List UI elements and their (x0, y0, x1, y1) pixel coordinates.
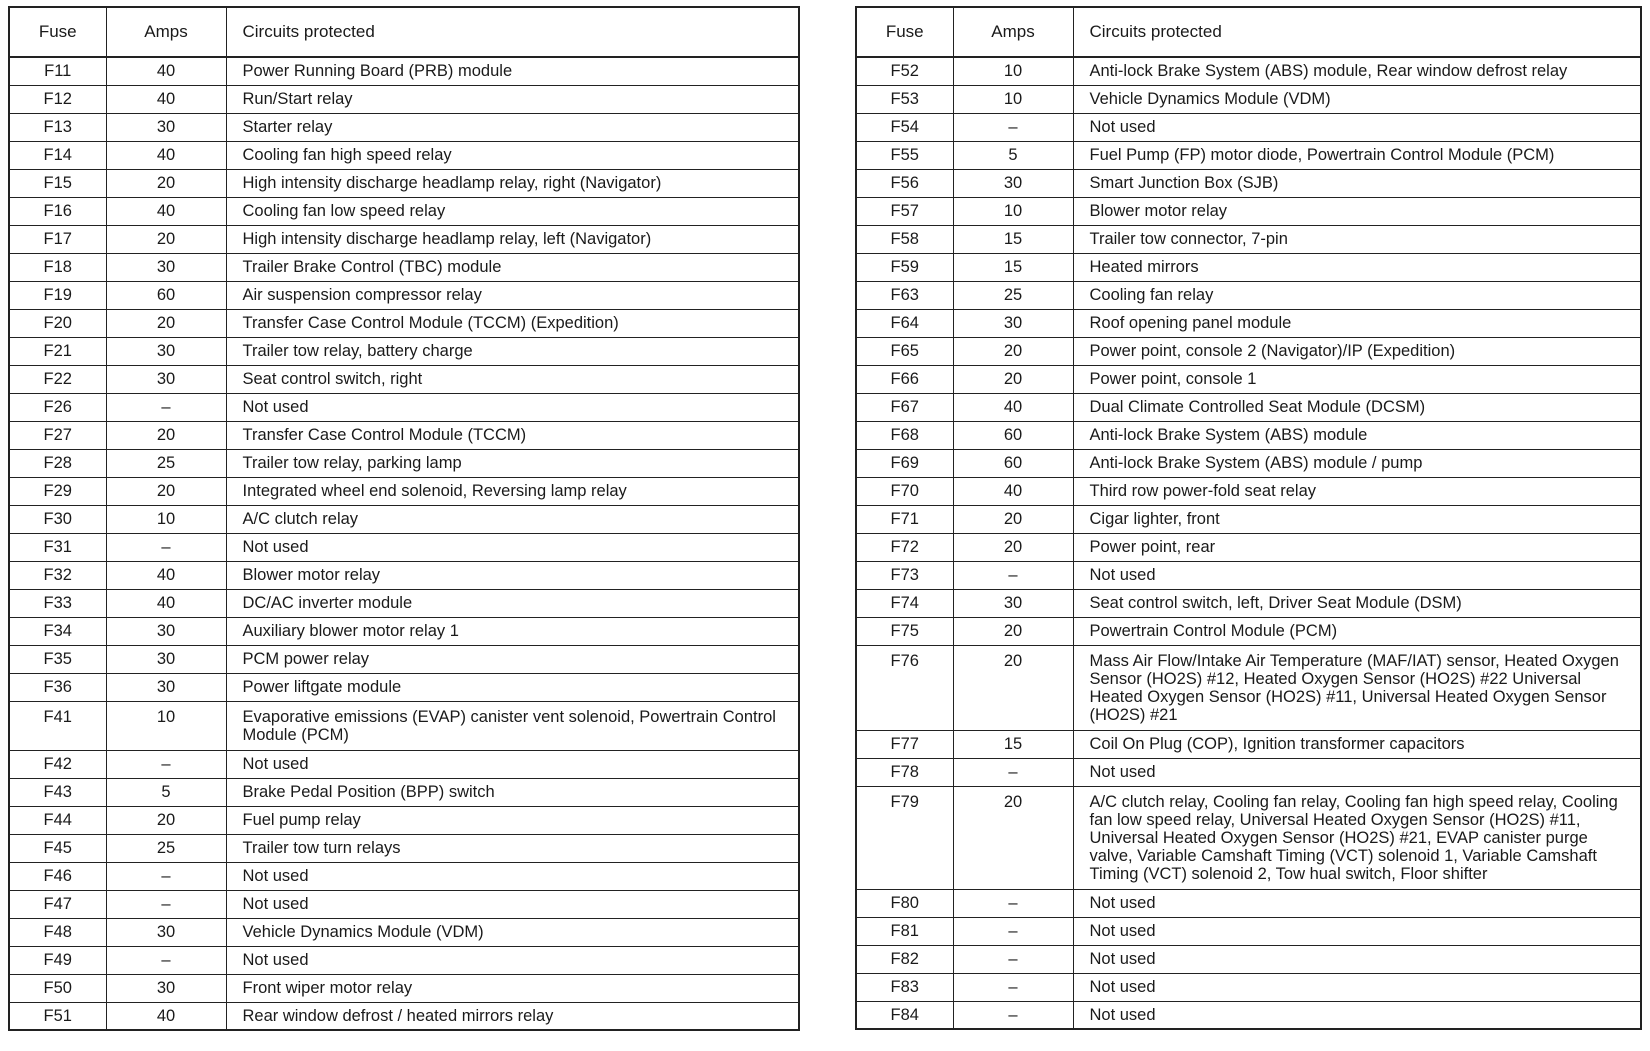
circuits-cell: Vehicle Dynamics Module (VDM) (226, 918, 799, 946)
amps-cell: 40 (106, 1002, 226, 1030)
amps-cell: 10 (106, 505, 226, 533)
amps-cell: – (953, 113, 1073, 141)
amps-cell: 15 (953, 730, 1073, 758)
amps-cell: – (953, 917, 1073, 945)
amps-cell: – (106, 533, 226, 561)
fuse-cell: F15 (9, 169, 106, 197)
circuits-cell: Not used (226, 862, 799, 890)
fuse-cell: F12 (9, 85, 106, 113)
table-row (9, 85, 799, 113)
fuse-cell: F58 (856, 225, 953, 253)
table-row (856, 589, 1641, 617)
circuits-cell: Air suspension compressor relay (226, 281, 799, 309)
table-row (9, 197, 799, 225)
table-header (9, 7, 799, 57)
fuse-cell: F28 (9, 449, 106, 477)
fuse-cell: F44 (9, 806, 106, 834)
table-row (9, 253, 799, 281)
amps-cell: – (106, 890, 226, 918)
circuits-cell: DC/AC inverter module (226, 589, 799, 617)
circuits-cell: Roof opening panel module (1073, 309, 1641, 337)
fuse-cell: F50 (9, 974, 106, 1002)
circuits-cell: High intensity discharge headlamp relay, left (Navigator) (226, 225, 799, 253)
circuits-cell: Cigar lighter, front (1073, 505, 1641, 533)
circuits-cell: Not used (226, 750, 799, 778)
table-row (9, 337, 799, 365)
table-row (856, 561, 1641, 589)
fuse-cell: F81 (856, 917, 953, 945)
circuits-cell: Seat control switch, left, Driver Seat Module (DSM) (1073, 589, 1641, 617)
fuse-cell: F41 (9, 701, 106, 750)
table-row (856, 449, 1641, 477)
amps-cell: 20 (106, 477, 226, 505)
fuse-cell: F71 (856, 505, 953, 533)
amps-cell: 30 (106, 113, 226, 141)
circuits-cell: Dual Climate Controlled Seat Module (DCSM) (1073, 393, 1641, 421)
fuse-cell: F45 (9, 834, 106, 862)
table-row (856, 197, 1641, 225)
column-header-fuse: Fuse (856, 7, 953, 57)
fuse-cell: F78 (856, 758, 953, 786)
column-header-amps: Amps (953, 7, 1073, 57)
amps-cell: – (953, 561, 1073, 589)
amps-cell: 40 (106, 57, 226, 85)
fuse-cell: F73 (856, 561, 953, 589)
circuits-cell: Blower motor relay (226, 561, 799, 589)
circuits-cell: PCM power relay (226, 645, 799, 673)
table-row (9, 477, 799, 505)
fuse-cell: F72 (856, 533, 953, 561)
circuits-cell: Auxiliary blower motor relay 1 (226, 617, 799, 645)
circuits-cell: Power point, console 1 (1073, 365, 1641, 393)
table-row (9, 393, 799, 421)
fuse-cell: F64 (856, 309, 953, 337)
amps-cell: 20 (106, 169, 226, 197)
fuse-cell: F26 (9, 393, 106, 421)
amps-cell: 30 (106, 918, 226, 946)
fuse-cell: F77 (856, 730, 953, 758)
fuse-cell: F83 (856, 973, 953, 1001)
circuits-cell: Front wiper motor relay (226, 974, 799, 1002)
fuse-cell: F74 (856, 589, 953, 617)
table-row (9, 589, 799, 617)
amps-cell: 40 (953, 393, 1073, 421)
circuits-cell: Anti-lock Brake System (ABS) module (1073, 421, 1641, 449)
table-row (9, 862, 799, 890)
amps-cell: 30 (106, 617, 226, 645)
amps-cell: – (106, 946, 226, 974)
amps-cell: 25 (106, 449, 226, 477)
circuits-cell: Anti-lock Brake System (ABS) module, Rear window defrost relay (1073, 57, 1641, 85)
circuits-cell: Power point, rear (1073, 533, 1641, 561)
fuse-cell: F14 (9, 141, 106, 169)
circuits-cell: Power Running Board (PRB) module (226, 57, 799, 85)
amps-cell: 15 (953, 253, 1073, 281)
circuits-cell: Heated mirrors (1073, 253, 1641, 281)
column-header-amps: Amps (106, 7, 226, 57)
circuits-cell: Cooling fan low speed relay (226, 197, 799, 225)
table-row (856, 393, 1641, 421)
fuse-cell: F80 (856, 889, 953, 917)
amps-cell: 20 (953, 786, 1073, 889)
table-row (856, 917, 1641, 945)
fuse-cell: F82 (856, 945, 953, 973)
fuse-cell: F70 (856, 477, 953, 505)
amps-cell: – (953, 758, 1073, 786)
circuits-cell: Trailer tow relay, battery charge (226, 337, 799, 365)
circuits-cell: Cooling fan high speed relay (226, 141, 799, 169)
column-header-fuse: Fuse (9, 7, 106, 57)
circuits-cell: Seat control switch, right (226, 365, 799, 393)
table-row (9, 806, 799, 834)
table-row (856, 141, 1641, 169)
circuits-cell: Not used (1073, 917, 1641, 945)
amps-cell: – (106, 862, 226, 890)
circuits-cell: Cooling fan relay (1073, 281, 1641, 309)
table-row (856, 169, 1641, 197)
table-row (856, 57, 1641, 85)
amps-cell: 20 (953, 337, 1073, 365)
fuse-cell: F47 (9, 890, 106, 918)
table-row (9, 946, 799, 974)
circuits-cell: High intensity discharge headlamp relay, right (Navigator) (226, 169, 799, 197)
fuse-table-right (855, 6, 1642, 1030)
table-row (9, 533, 799, 561)
table-row (856, 365, 1641, 393)
circuits-cell: Not used (1073, 973, 1641, 1001)
amps-cell: 40 (106, 589, 226, 617)
fuse-cell: F76 (856, 645, 953, 730)
amps-cell: 10 (953, 85, 1073, 113)
amps-cell: 25 (953, 281, 1073, 309)
amps-cell: 20 (953, 645, 1073, 730)
fuse-cell: F69 (856, 449, 953, 477)
fuse-cell: F56 (856, 169, 953, 197)
fuse-cell: F36 (9, 673, 106, 701)
amps-cell: 40 (106, 561, 226, 589)
amps-cell: 30 (953, 589, 1073, 617)
table-row (856, 505, 1641, 533)
table-row (9, 449, 799, 477)
table-row (9, 113, 799, 141)
table-row (9, 141, 799, 169)
table-row (9, 505, 799, 533)
circuits-cell: Mass Air Flow/Intake Air Temperature (MAF/IAT) sensor, Heated Oxygen Sensor (HO2S) #12, Heated Oxygen Sensor (HO2S) #22 Universal Heated Oxygen Sensor (HO2S) #11, Universal Heated Oxygen Sensor (HO2S) #21 (1073, 645, 1641, 730)
circuits-cell: Not used (1073, 1001, 1641, 1029)
table-row (9, 974, 799, 1002)
table-row (856, 730, 1641, 758)
circuits-cell: Trailer tow connector, 7-pin (1073, 225, 1641, 253)
circuits-cell: Transfer Case Control Module (TCCM) (226, 421, 799, 449)
circuits-cell: Starter relay (226, 113, 799, 141)
table-row (856, 533, 1641, 561)
fuse-cell: F75 (856, 617, 953, 645)
table-row (9, 225, 799, 253)
table-body (9, 57, 799, 1030)
fuse-cell: F48 (9, 918, 106, 946)
circuits-cell: Powertrain Control Module (PCM) (1073, 617, 1641, 645)
fuse-cell: F84 (856, 1001, 953, 1029)
circuits-cell: Evaporative emissions (EVAP) canister vent solenoid, Powertrain Control Module (PCM) (226, 701, 799, 750)
table-row (856, 945, 1641, 973)
circuits-cell: Not used (1073, 758, 1641, 786)
table-row (9, 1002, 799, 1030)
table-row (9, 309, 799, 337)
amps-cell: 10 (953, 197, 1073, 225)
amps-cell: 30 (953, 169, 1073, 197)
table-row (856, 1001, 1641, 1029)
fuse-cell: F20 (9, 309, 106, 337)
table-row (9, 673, 799, 701)
table-row (9, 834, 799, 862)
table-row (856, 85, 1641, 113)
fuse-cell: F22 (9, 365, 106, 393)
fuse-cell: F18 (9, 253, 106, 281)
circuits-cell: Smart Junction Box (SJB) (1073, 169, 1641, 197)
fuse-cell: F30 (9, 505, 106, 533)
fuse-cell: F35 (9, 645, 106, 673)
amps-cell: 30 (106, 645, 226, 673)
table-row (9, 365, 799, 393)
circuits-cell: Power point, console 2 (Navigator)/IP (Expedition) (1073, 337, 1641, 365)
amps-cell: 20 (106, 309, 226, 337)
column-header-circuits: Circuits protected (1073, 7, 1641, 57)
fuse-cell: F68 (856, 421, 953, 449)
fuse-cell: F34 (9, 617, 106, 645)
fuse-cell: F67 (856, 393, 953, 421)
circuits-cell: Coil On Plug (COP), Ignition transformer capacitors (1073, 730, 1641, 758)
fuse-cell: F42 (9, 750, 106, 778)
amps-cell: – (953, 1001, 1073, 1029)
fuse-cell: F33 (9, 589, 106, 617)
amps-cell: 30 (106, 337, 226, 365)
fuse-cell: F21 (9, 337, 106, 365)
table-row (9, 750, 799, 778)
amps-cell: 20 (106, 421, 226, 449)
amps-cell: 25 (106, 834, 226, 862)
fuse-cell: F79 (856, 786, 953, 889)
table-row (856, 253, 1641, 281)
table-row (9, 890, 799, 918)
fuse-cell: F63 (856, 281, 953, 309)
fuse-cell: F19 (9, 281, 106, 309)
table-row (856, 337, 1641, 365)
amps-cell: 40 (106, 197, 226, 225)
amps-cell: 40 (953, 477, 1073, 505)
table-row (856, 786, 1641, 889)
circuits-cell: Not used (1073, 113, 1641, 141)
table-row (9, 778, 799, 806)
amps-cell: 60 (953, 449, 1073, 477)
circuits-cell: Not used (1073, 561, 1641, 589)
circuits-cell: Not used (1073, 945, 1641, 973)
amps-cell: 30 (106, 673, 226, 701)
fuse-cell: F11 (9, 57, 106, 85)
circuits-cell: A/C clutch relay (226, 505, 799, 533)
circuits-cell: Anti-lock Brake System (ABS) module / pump (1073, 449, 1641, 477)
table-row (856, 617, 1641, 645)
circuits-cell: Vehicle Dynamics Module (VDM) (1073, 85, 1641, 113)
circuits-cell: Power liftgate module (226, 673, 799, 701)
amps-cell: 40 (106, 141, 226, 169)
circuits-cell: Trailer tow turn relays (226, 834, 799, 862)
circuits-cell: Not used (226, 533, 799, 561)
amps-cell: 30 (106, 253, 226, 281)
fuse-cell: F46 (9, 862, 106, 890)
circuits-cell: Fuel Pump (FP) motor diode, Powertrain Control Module (PCM) (1073, 141, 1641, 169)
fuse-cell: F59 (856, 253, 953, 281)
amps-cell: 30 (953, 309, 1073, 337)
table-row (856, 477, 1641, 505)
circuits-cell: Rear window defrost / heated mirrors relay (226, 1002, 799, 1030)
table-row (9, 617, 799, 645)
circuits-cell: Not used (1073, 889, 1641, 917)
amps-cell: – (106, 393, 226, 421)
circuits-cell: A/C clutch relay, Cooling fan relay, Cooling fan high speed relay, Cooling fan low speed relay, Universal Heated Oxygen Sensor (HO2S) #11, Universal Heated Oxygen Sensor (HO2S) #21, EVAP canister purge valve, Variable Camshaft Timing (VCT) solenoid 1, Variable Camshaft Timing (VCT) solenoid 2, Tow hual switch, Floor shifter (1073, 786, 1641, 889)
amps-cell: 10 (953, 57, 1073, 85)
fuse-cell: F49 (9, 946, 106, 974)
table-row (856, 281, 1641, 309)
circuits-cell: Not used (226, 890, 799, 918)
amps-cell: 20 (106, 225, 226, 253)
amps-cell: – (106, 750, 226, 778)
table-row (856, 973, 1641, 1001)
fuse-cell: F29 (9, 477, 106, 505)
circuits-cell: Blower motor relay (1073, 197, 1641, 225)
table-row (9, 281, 799, 309)
fuse-cell: F53 (856, 85, 953, 113)
amps-cell: – (953, 973, 1073, 1001)
amps-cell: – (953, 889, 1073, 917)
table-row (9, 57, 799, 85)
table-row (9, 169, 799, 197)
fuse-cell: F55 (856, 141, 953, 169)
circuits-cell: Fuel pump relay (226, 806, 799, 834)
amps-cell: 20 (953, 617, 1073, 645)
fuse-cell: F57 (856, 197, 953, 225)
table-row (856, 758, 1641, 786)
table-row (9, 645, 799, 673)
amps-cell: 10 (106, 701, 226, 750)
amps-cell: 60 (106, 281, 226, 309)
table-row (856, 645, 1641, 730)
fuse-cell: F17 (9, 225, 106, 253)
table-row (9, 701, 799, 750)
amps-cell: 20 (953, 533, 1073, 561)
amps-cell: 20 (953, 365, 1073, 393)
amps-cell: 60 (953, 421, 1073, 449)
fuse-cell: F51 (9, 1002, 106, 1030)
fuse-cell: F66 (856, 365, 953, 393)
table-row (9, 918, 799, 946)
circuits-cell: Integrated wheel end solenoid, Reversing lamp relay (226, 477, 799, 505)
circuits-cell: Not used (226, 393, 799, 421)
table-row (9, 421, 799, 449)
amps-cell: 5 (106, 778, 226, 806)
fuse-cell: F31 (9, 533, 106, 561)
fuse-cell: F52 (856, 57, 953, 85)
circuits-cell: Not used (226, 946, 799, 974)
circuits-cell: Trailer tow relay, parking lamp (226, 449, 799, 477)
circuits-cell: Run/Start relay (226, 85, 799, 113)
table-row (856, 113, 1641, 141)
amps-cell: – (953, 945, 1073, 973)
table-row (856, 309, 1641, 337)
fuse-cell: F32 (9, 561, 106, 589)
table-header (856, 7, 1641, 57)
fuse-cell: F27 (9, 421, 106, 449)
fuse-cell: F65 (856, 337, 953, 365)
amps-cell: 30 (106, 365, 226, 393)
fuse-cell: F13 (9, 113, 106, 141)
circuits-cell: Third row power-fold seat relay (1073, 477, 1641, 505)
amps-cell: 40 (106, 85, 226, 113)
table-row (856, 889, 1641, 917)
column-header-circuits: Circuits protected (226, 7, 799, 57)
amps-cell: 5 (953, 141, 1073, 169)
table-body (856, 57, 1641, 1029)
circuits-cell: Brake Pedal Position (BPP) switch (226, 778, 799, 806)
fuse-cell: F43 (9, 778, 106, 806)
amps-cell: 20 (106, 806, 226, 834)
table-row (9, 561, 799, 589)
table-row (856, 421, 1641, 449)
amps-cell: 15 (953, 225, 1073, 253)
fuse-table-left (8, 6, 800, 1031)
circuits-cell: Trailer Brake Control (TBC) module (226, 253, 799, 281)
amps-cell: 20 (953, 505, 1073, 533)
amps-cell: 30 (106, 974, 226, 1002)
fuse-cell: F16 (9, 197, 106, 225)
circuits-cell: Transfer Case Control Module (TCCM) (Expedition) (226, 309, 799, 337)
table-row (856, 225, 1641, 253)
fuse-cell: F54 (856, 113, 953, 141)
